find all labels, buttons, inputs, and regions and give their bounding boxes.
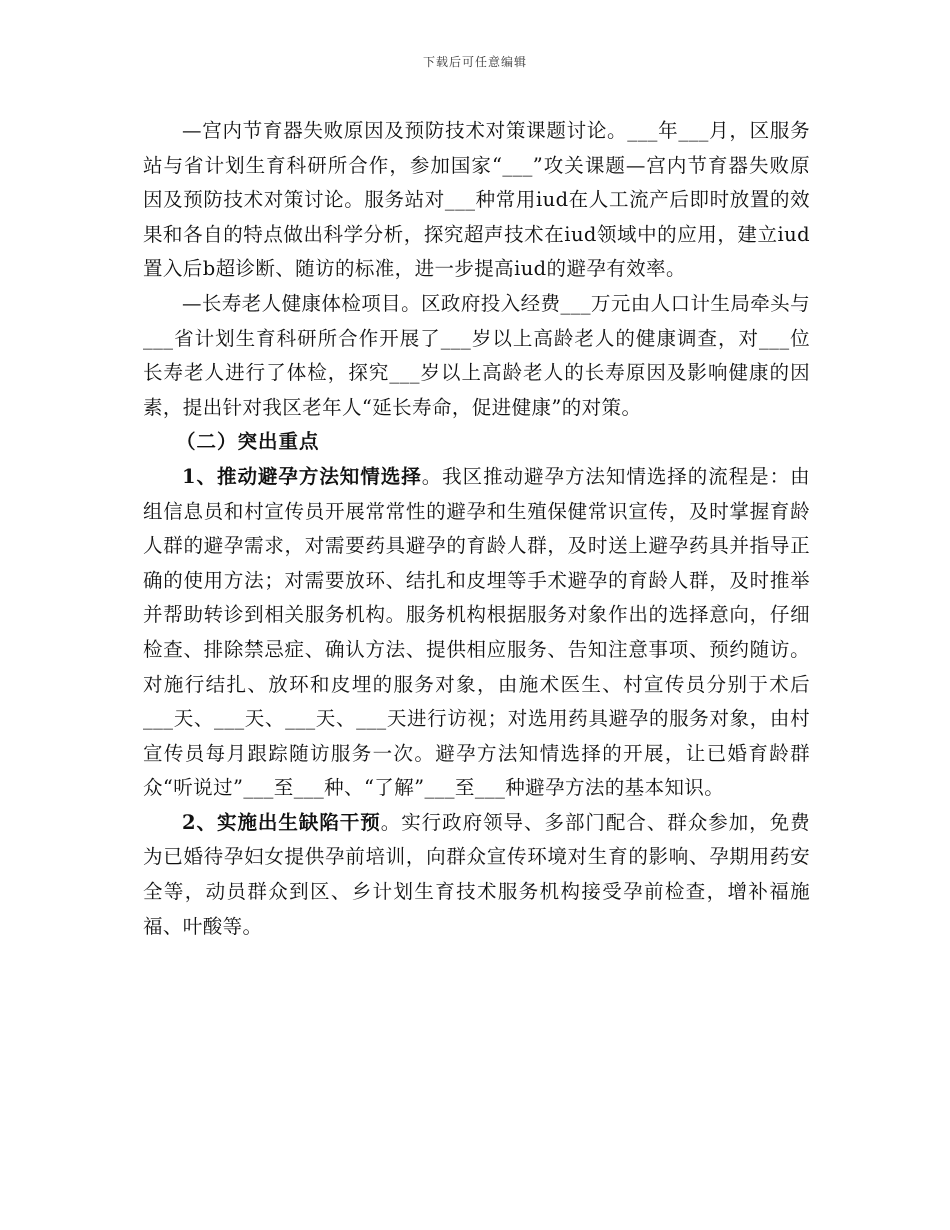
- paragraph-iud-research: —宫内节育器失败原因及预防技术对策课题讨论。___年___月，区服务站与省计划生育科研所合作，参加国家“___”攻关课题—宫内节育器失败原因及预防技术对策讨论。服务站对___种常用iud在人工流产后即时放置的效果和各自的特点做出科学分析，探究超声技术在iud领域中的应用，建立iud置入后b超诊断、随访的标准，进一步提高iud的避孕有效率。: [143, 119, 810, 281]
- paragraph-birth-defect-intervention: [143, 806, 810, 944]
- document-body: [143, 114, 810, 944]
- paragraph-contraception-choice: [143, 460, 810, 806]
- paragraph-elderly-health: —长寿老人健康体检项目。区政府投入经费___万元由人口计生局牵头与___省计划生育科研所合作开展了___岁以上高龄老人的健康调查，对___位长寿老人进行了体检，探究___岁以上高龄老人的长寿原因及影响健康的因素，提出针对我区老年人“延长寿命，促进健康”的对策。: [143, 291, 810, 419]
- page-header: 下载后可任意编辑: [422, 55, 527, 69]
- paragraph-body: 。我区推动避孕方法知情选择的流程是：由组信息员和村宣传员开展常常性的避孕和生殖保健常识宣传，及时掌握育龄人群的避孕需求，对需要药具避孕的育龄人群，及时送上避孕药具并指导正确的使用方法；对需要放环、结扎和皮埋等手术避孕的育龄人群，及时推举并帮助转诊到相关服务机构。服务机构根据服务对象作出的选择意向，仔细检查、排除禁忌症、确认方法、提供相应服务、告知注意事项、预约随访。对施行结扎、放环和皮埋的服务对象，由施术医生、村宣传员分别于术后___天、___天、___天、___天进行访视；对选用药具避孕的服务对象，由村宣传员每月跟踪随访服务一次。避孕方法知情选择的开展，让已婚育龄群众“听说过”___至___种、“了解”___至___种避孕方法的基本知识。: [143, 464, 810, 800]
- paragraph-lead: 1、推动避孕方法知情选择: [182, 464, 422, 488]
- section-heading: （二）突出重点: [176, 430, 320, 454]
- paragraph-lead: 2、实施出生缺陷干预: [182, 810, 381, 834]
- paragraph-body: 。实行政府领导、多部门配合、群众参加，免费为已婚待孕妇女提供孕前培训，向群众宣传环境对生育的影响、孕期用药安全等，动员群众到区、乡计划生育技术服务机构接受孕前检查，增补福施福、叶酸等。: [143, 810, 810, 938]
